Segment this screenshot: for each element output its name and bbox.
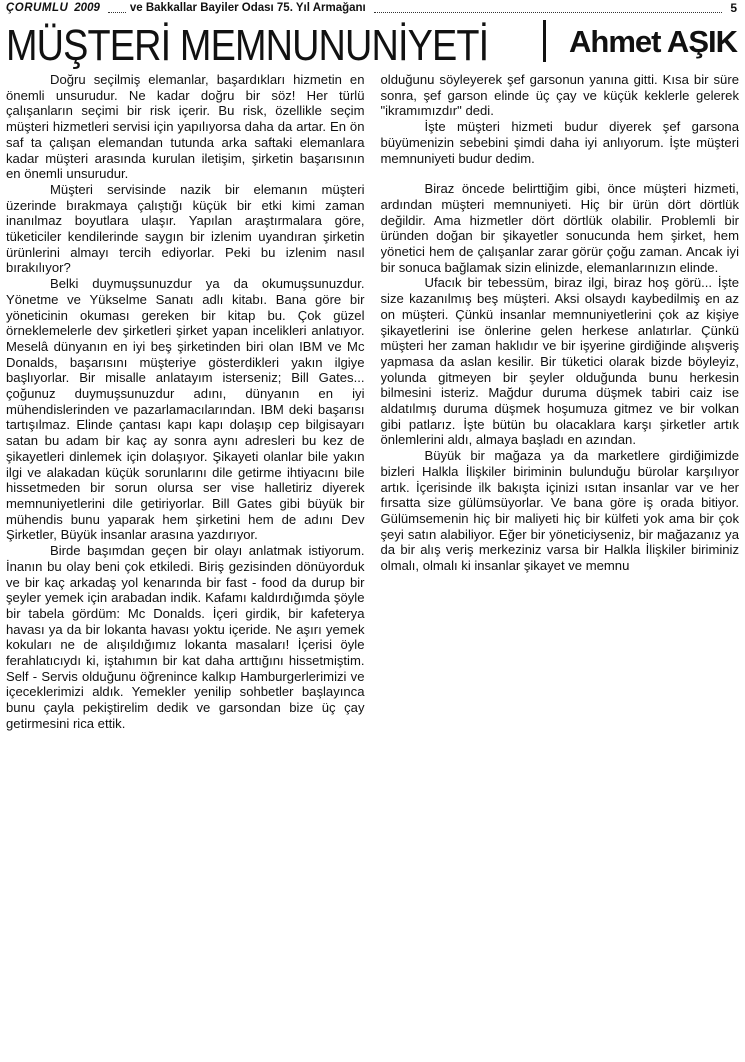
publication-year: 2009 [74, 2, 100, 14]
paragraph: Büyük bir mağaza ya da marketlere girdiğimizde bizleri Halkla İlişkiler biriminin bulunduğu bürolar karşılıyor artık. İçerisinde ilk bakışta içinizi ısıtan insanlar var ve her fırsatta size gülümsüyorlar. Ve bana göre iş orada bitiyor. Gülümsemenin hiç bir maliyeti hiç bir külfeti yok ama bir çok şeyi satın alabiliyor. Eğer bir yöneticiyseniz, bir mağazanız ya da bir alış veriş merkeziniz varsa bir Halkla İlişkiler biriminiz olmalı, olmalı ki insanlar şikayet ve memnu [380, 448, 739, 574]
publication-name: ÇORUMLU [6, 2, 69, 14]
page-number: 5 [730, 1, 737, 15]
title-divider [543, 20, 546, 62]
article-author: Ahmet AŞIK [569, 24, 737, 59]
header-leader-dots [108, 4, 126, 13]
publication-subtitle: ve Bakkallar Bayiler Odası 75. Yıl Armağanı [129, 2, 366, 14]
article-body [6, 72, 739, 1060]
paragraph: Birde başımdan geçen bir olayı anlatmak istiyorum. İnanın bu olay beni çok etkiledi. Biriş gezisinden dönüyorduk ve bir kaç arkadaş yol kenarında bir fast - food da durup bir şeyler yemek için arabadan indik. Kafamı kaldırdığımda şöyle bir tabela gördüm: Mc Donalds. İçeri girdik, bir kafeterya havası ya da bir lokanta havası yoktu içeride. Ne aşırı yemek kokuları ne de alışıldığımız lokanta masaları! İçerisi öyle ferahlatıcıydı ki, iştahımın bir kat daha arttığını hissetmiştim. Self - Servis olduğunu öğrenince kalkıp Hamburgerlerimizi ve içeceklerimizi aldık. Yemekler yenilip sohbetler başlayınca bunu çayla pekiştirelim dedik ve garsondan bize üç çay getirmesini rica ettik. [6, 543, 365, 731]
article-title: MÜŞTERİ MEMNUNUNİYETİ [6, 21, 489, 70]
article-header [6, 16, 737, 68]
paragraph: Belki duymuşsunuzdur ya da okumuşsunuzdur. Yönetme ve Yükselme Sanatı adlı kitabı. Bana göre bir yöneticinin okuması gereken bir kitap bu. Çok güzel örneklemelerle dev şirketleri şirket yapan incelikleri anlatıyor. Meselâ dünyanın en iyi beş şirketinden biri olan IBM ve Mc Donalds, başarısını müşteriye gösterdikleri yakın ilgiye başlıyorlar. Bir misalle anlatayım isterseniz; Bill Gates... çoğunuz duymuşsunuzdur adını, dünyanın en iyi mühendislerinden ve pazarlamacılarından. IBM deki başarısı tartışılmaz. Elinde çantası kapı kapı dolaşıp cep bilgisayarı satan bu adam bir kaç ay sonra aynı adresleri bu kez de şikayetleri dinlemek için dolaşıyor. Şikayeti olanlar bile yakın ilgi ve alakadan küçük sorunlarını dile getirme ihtiyacını bile hissetmeden bir sorun olursa ser vise halletiriz diyerek memnuniyetlerini dile getiriyorlar. Bill Gates gibi büyük bir mühendis bunu yaparak hem şirketini hem de adını Dev Şirketler, Büyük insanlar arasına yazdırıyor. [6, 276, 365, 543]
paragraph: Müşteri servisinde nazik bir elemanın müşteri üzerinde bırakmaya çalıştığı küçük bir etki kimi zaman inanılmaz boyutlara ulaşır. Yapılan araştırmalara göre, tüketiciler kendilerinde saygın bir izlenim uyandıran şirketin ürünlerini almayı tercih ediyorlar. Peki bu izlenim nasıl bırakılıyor? [6, 181, 365, 276]
header-leader-line [374, 4, 723, 13]
paragraph: Biraz öncede belirttiğim gibi, önce müşteri hizmeti, ardından müşteri memnuniyeti. Hiç bir ürün dört dörtlük değildir. Ama hizmetler dört dörtlük olabilir. Problemli bir üründen doğan bir şikayetler sonucunda hem şirket, hem yönetici hem de çalışanlar zarar görür çoğu zaman. Ancak iyi bir sonuca bağlamak sizin elinizde, elemanlarınızın elinde. [380, 181, 739, 275]
running-header [6, 0, 737, 16]
paragraph: olduğunu söyleyerek şef garsonun yanına gitti. Kısa bir süre sonra, şef garson elinde üç çay ve küçük keklerle gelerek "ikramımızdır" dedi. [380, 72, 739, 119]
paragraph: İşte müşteri hizmeti budur diyerek şef garsona büyümenizin sebebini şimdi daha iyi anlıyorum. İşte müşteri memnuniyeti budur dedim. [380, 119, 739, 166]
left-column [6, 72, 365, 1060]
paragraph: Doğru seçilmiş elemanlar, başardıkları hizmetin en önemli unsurudur. Ne kadar doğru bir söz! Her türlü çalışanların seçimi bir risk içerir. Bu risk, özellikle seçim müşteri hizmetleri servisi için yapılıyorsa daha da artar. En ön saf ta çalışan elemandan tutunda arka saftaki elemanlara kadar müşteri arasında kurulan iletişim, şirketin başarısının en önemli unsurudur. [6, 72, 365, 182]
paragraph: Ufacık bir tebessüm, biraz ilgi, biraz hoş görü... İşte size kazanılmış beş müşteri. Aksi olsaydı kaybedilmiş en az on müşteri. Çünkü insanlar memnuniyetlerini çok az kişiye şikayetlerini ise önlerine gelen herkese anlatırlar. Çünkü müşteri her zaman haklıdır ve bir işyerine girdiğinde alışveriş yapmasa da aslan kesilir. Bir tüketici olarak bizde böyleyiz, yolunda gitmeyen bir şeyler olduğunda bunu herkesin bilmesini isteriz. Mağdur duruma düşmek tabiri caiz ise aldatılmış duruma düşmek hoşumuza gitmez ve bir volkan gibi patlarız. İşte bütün bu olacaklara karşı şirketler artık önlemlerini aldı, almaya başladı en azından. [380, 275, 739, 448]
right-column [381, 72, 740, 1060]
